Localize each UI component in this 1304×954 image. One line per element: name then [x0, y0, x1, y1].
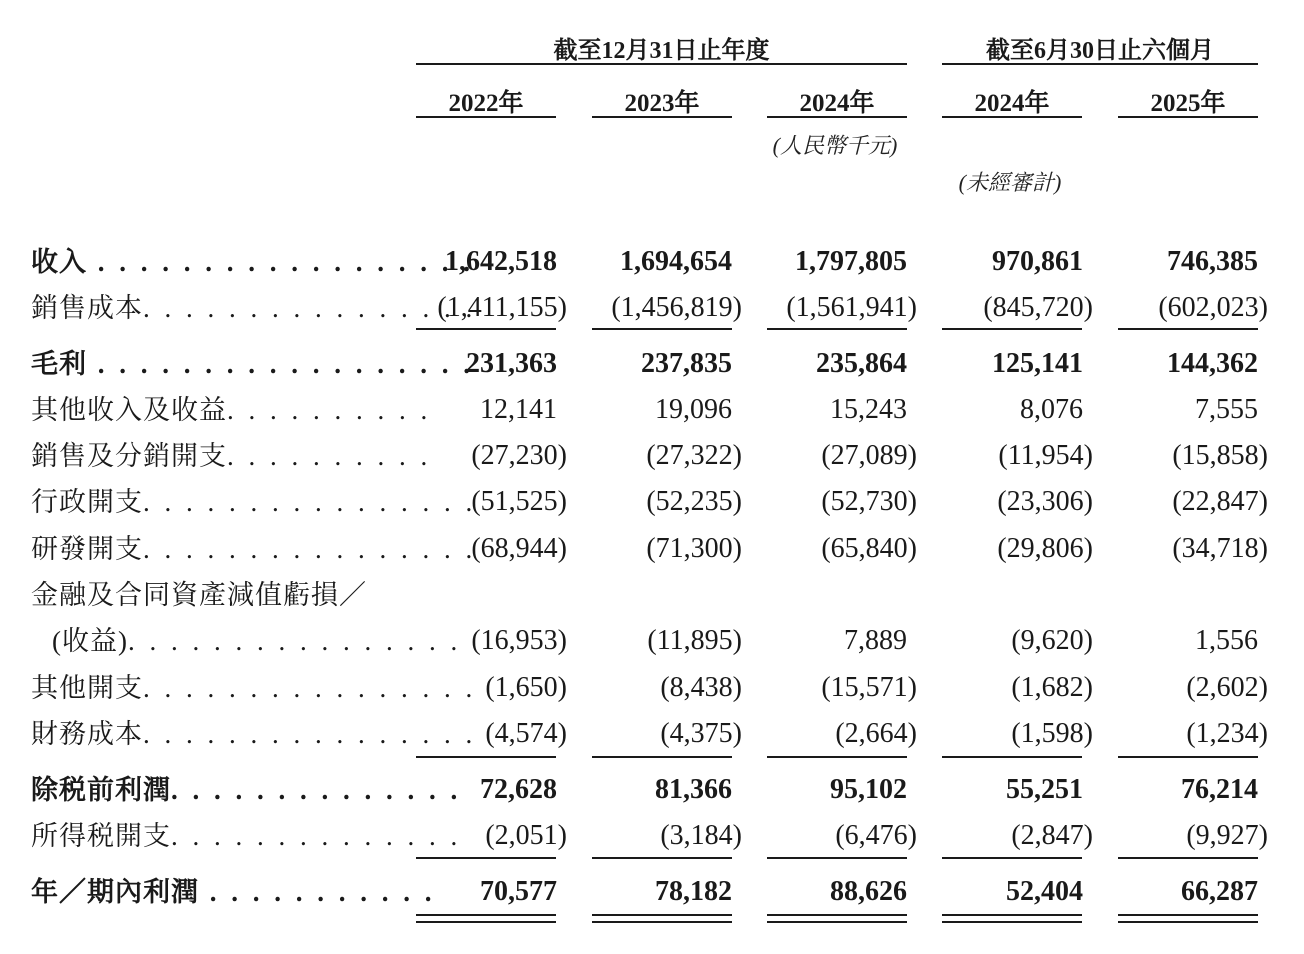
subtotal-rule-1-c4	[1118, 328, 1258, 330]
subtotal-rule-3-c4	[1118, 857, 1258, 859]
row-label-revenue: 收入 . . . . . . . . . . . . . . . . . .	[31, 247, 474, 277]
value-other-income-2022: 12,141	[480, 394, 557, 425]
value-finance-costs-h1-2025: (1,234)	[1186, 718, 1268, 749]
row-label-income-tax: 所得税開支. . . . . . . . . . . . . .	[31, 821, 462, 851]
total-double-rule-top-c0	[416, 914, 556, 916]
value-finance-costs-2023: (4,375)	[660, 718, 742, 749]
value-profit-before-tax-h1-2025: 76,214	[1181, 774, 1258, 805]
year-header-h1-2024: 2024年	[974, 90, 1050, 117]
value-finance-costs-2024: (2,664)	[835, 718, 917, 749]
row-label-profit-before-tax: 除税前利潤. . . . . . . . . . . . . .	[31, 775, 462, 805]
value-profit-before-tax-2022: 72,628	[480, 774, 557, 805]
value-revenue-2023: 1,694,654	[620, 246, 732, 277]
value-gross-profit-h1-2024: 125,141	[992, 348, 1083, 379]
value-other-income-2024: 15,243	[830, 394, 907, 425]
value-admin-expenses-2024: (52,730)	[821, 486, 917, 517]
row-label-cost-of-sales: 銷售成本. . . . . . . . . . . . . . . .	[31, 293, 477, 323]
year-rule-h1-2024	[942, 116, 1082, 118]
value-impairment-2023: (11,895)	[647, 625, 742, 656]
row-label-finance-costs: 財務成本. . . . . . . . . . . . . . . .	[31, 719, 477, 749]
total-double-rule-bottom-c2	[767, 921, 907, 923]
row-label-impairment-line1: 金融及合同資產減值虧損／	[31, 580, 367, 610]
value-profit-for-period-2022: 70,577	[480, 876, 557, 907]
value-impairment-2022: (16,953)	[471, 625, 567, 656]
value-profit-for-period-2023: 78,182	[655, 876, 732, 907]
value-income-tax-2022: (2,051)	[485, 820, 567, 851]
value-selling-expenses-2023: (27,322)	[646, 440, 742, 471]
value-profit-before-tax-2023: 81,366	[655, 774, 732, 805]
subtotal-rule-2-c0	[416, 756, 556, 758]
row-label-other-income: 其他收入及收益. . . . . . . . . .	[31, 395, 432, 425]
annual-period-header: 截至12月31日止年度	[553, 38, 770, 64]
subtotal-rule-1-c1	[592, 328, 732, 330]
value-profit-before-tax-2024: 95,102	[830, 774, 907, 805]
value-impairment-h1-2024: (9,620)	[1011, 625, 1093, 656]
value-other-income-2023: 19,096	[655, 394, 732, 425]
value-finance-costs-h1-2024: (1,598)	[1011, 718, 1093, 749]
subtotal-rule-2-c2	[767, 756, 907, 758]
unaudited-note: (未經審計)	[958, 170, 1062, 195]
value-selling-expenses-2024: (27,089)	[821, 440, 917, 471]
subtotal-rule-1-c3	[942, 328, 1082, 330]
value-other-expenses-2024: (15,571)	[821, 672, 917, 703]
value-revenue-h1-2024: 970,861	[992, 246, 1083, 277]
subtotal-rule-2-c3	[942, 756, 1082, 758]
value-other-expenses-2022: (1,650)	[485, 672, 567, 703]
row-label-admin-expenses: 行政開支. . . . . . . . . . . . . . . .	[31, 487, 477, 517]
subtotal-rule-1-c0	[416, 328, 556, 330]
value-gross-profit-h1-2025: 144,362	[1167, 348, 1258, 379]
value-selling-expenses-h1-2025: (15,858)	[1172, 440, 1268, 471]
value-profit-for-period-2024: 88,626	[830, 876, 907, 907]
value-rd-expenses-h1-2024: (29,806)	[997, 533, 1093, 564]
value-impairment-2024: 7,889	[844, 625, 907, 656]
subtotal-rule-2-c4	[1118, 756, 1258, 758]
value-cost-of-sales-h1-2024: (845,720)	[983, 292, 1093, 323]
year-header-h1-2025: 2025年	[1150, 90, 1226, 117]
subtotal-rule-3-c2	[767, 857, 907, 859]
total-double-rule-bottom-c1	[592, 921, 732, 923]
total-double-rule-top-c3	[942, 914, 1082, 916]
year-header-2023: 2023年	[624, 90, 700, 117]
subtotal-rule-3-c0	[416, 857, 556, 859]
year-rule-2023	[592, 116, 732, 118]
value-cost-of-sales-h1-2025: (602,023)	[1158, 292, 1268, 323]
value-income-tax-2023: (3,184)	[660, 820, 742, 851]
annual-header-rule	[416, 63, 907, 65]
total-double-rule-top-c4	[1118, 914, 1258, 916]
half-year-period-header: 截至6月30日止六個月	[986, 38, 1214, 64]
value-profit-for-period-h1-2024: 52,404	[1006, 876, 1083, 907]
value-other-expenses-h1-2025: (2,602)	[1186, 672, 1268, 703]
subtotal-rule-3-c3	[942, 857, 1082, 859]
total-double-rule-bottom-c0	[416, 921, 556, 923]
currency-note: (人民幣千元)	[772, 133, 898, 158]
total-double-rule-bottom-c3	[942, 921, 1082, 923]
value-revenue-2022: 1,642,518	[445, 246, 557, 277]
value-other-income-h1-2024: 8,076	[1020, 394, 1083, 425]
row-label-selling-expenses: 銷售及分銷開支. . . . . . . . . .	[31, 441, 432, 471]
subtotal-rule-3-c1	[592, 857, 732, 859]
value-other-income-h1-2025: 7,555	[1195, 394, 1258, 425]
row-label-gross-profit: 毛利 . . . . . . . . . . . . . . . . . .	[31, 349, 474, 379]
value-rd-expenses-2023: (71,300)	[646, 533, 742, 564]
row-label-profit-for-period: 年／期內利潤 . . . . . . . . . . .	[31, 877, 436, 907]
value-cost-of-sales-2024: (1,561,941)	[786, 292, 917, 323]
value-revenue-2024: 1,797,805	[795, 246, 907, 277]
value-admin-expenses-h1-2024: (23,306)	[997, 486, 1093, 517]
value-revenue-h1-2025: 746,385	[1167, 246, 1258, 277]
value-cost-of-sales-2022: (1,411,155)	[437, 292, 567, 323]
value-selling-expenses-h1-2024: (11,954)	[998, 440, 1093, 471]
value-rd-expenses-h1-2025: (34,718)	[1172, 533, 1268, 564]
value-income-tax-h1-2024: (2,847)	[1011, 820, 1093, 851]
row-label-impairment-line2: (收益). . . . . . . . . . . . . . . .	[52, 626, 462, 656]
value-other-expenses-2023: (8,438)	[660, 672, 742, 703]
year-header-2022: 2022年	[448, 90, 524, 117]
total-double-rule-top-c1	[592, 914, 732, 916]
value-selling-expenses-2022: (27,230)	[471, 440, 567, 471]
value-finance-costs-2022: (4,574)	[485, 718, 567, 749]
row-label-rd-expenses: 研發開支. . . . . . . . . . . . . . . .	[31, 534, 477, 564]
value-impairment-h1-2025: 1,556	[1195, 625, 1258, 656]
year-header-2024: 2024年	[799, 90, 875, 117]
total-double-rule-top-c2	[767, 914, 907, 916]
value-profit-for-period-h1-2025: 66,287	[1181, 876, 1258, 907]
value-cost-of-sales-2023: (1,456,819)	[611, 292, 742, 323]
value-admin-expenses-2022: (51,525)	[471, 486, 567, 517]
value-profit-before-tax-h1-2024: 55,251	[1006, 774, 1083, 805]
row-label-other-expenses: 其他開支. . . . . . . . . . . . . . . .	[31, 673, 477, 703]
subtotal-rule-1-c2	[767, 328, 907, 330]
value-rd-expenses-2024: (65,840)	[821, 533, 917, 564]
total-double-rule-bottom-c4	[1118, 921, 1258, 923]
year-rule-2024	[767, 116, 907, 118]
half-year-header-rule	[942, 63, 1258, 65]
subtotal-rule-2-c1	[592, 756, 732, 758]
value-income-tax-2024: (6,476)	[835, 820, 917, 851]
value-gross-profit-2024: 235,864	[816, 348, 907, 379]
value-rd-expenses-2022: (68,944)	[471, 533, 567, 564]
year-rule-h1-2025	[1118, 116, 1258, 118]
value-income-tax-h1-2025: (9,927)	[1186, 820, 1268, 851]
value-other-expenses-h1-2024: (1,682)	[1011, 672, 1093, 703]
value-admin-expenses-h1-2025: (22,847)	[1172, 486, 1268, 517]
year-rule-2022	[416, 116, 556, 118]
value-admin-expenses-2023: (52,235)	[646, 486, 742, 517]
value-gross-profit-2022: 231,363	[466, 348, 557, 379]
value-gross-profit-2023: 237,835	[641, 348, 732, 379]
